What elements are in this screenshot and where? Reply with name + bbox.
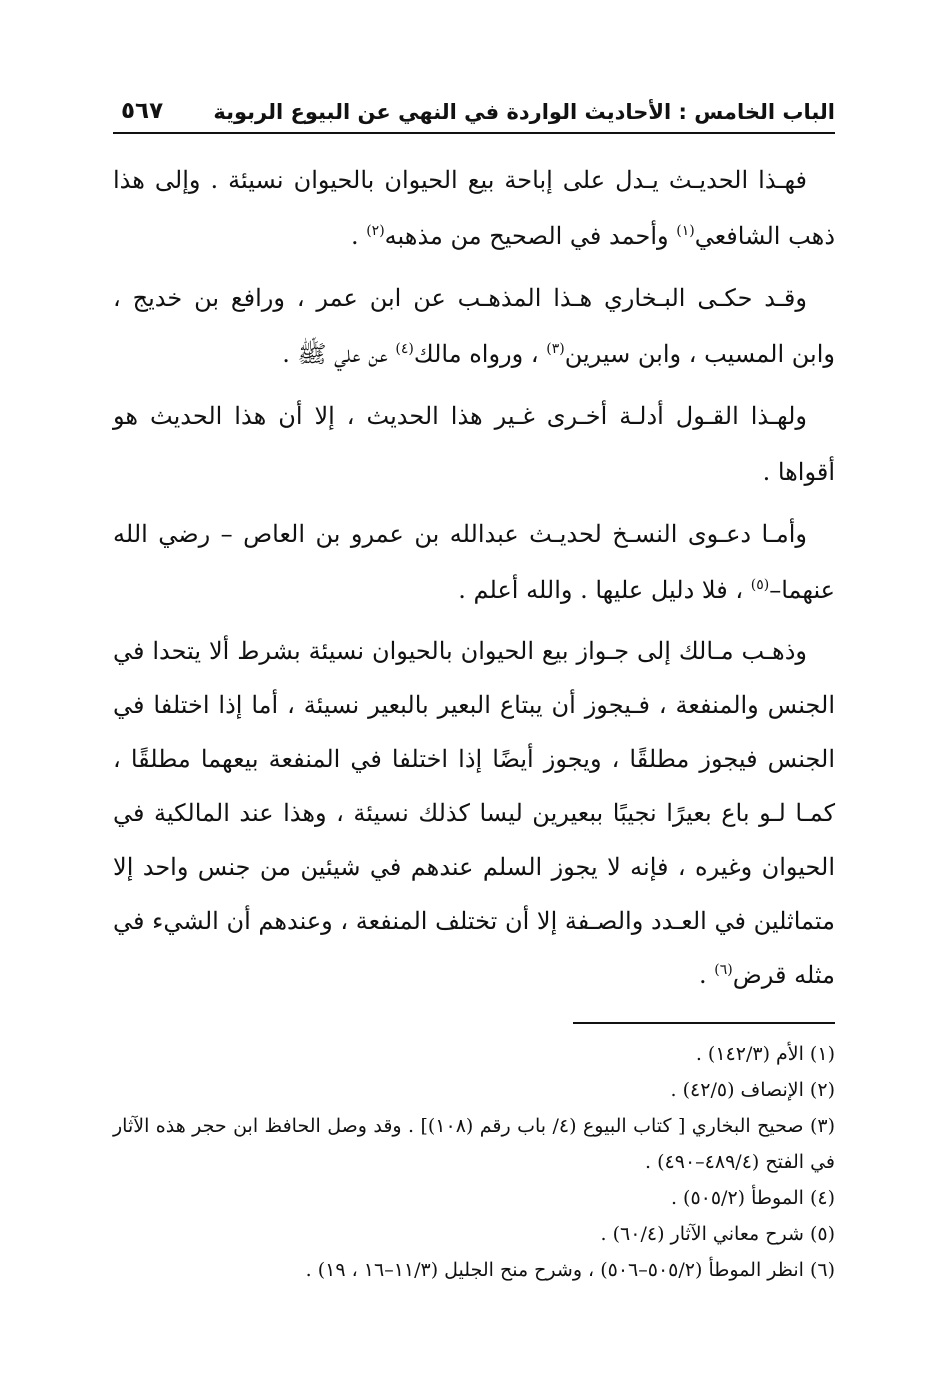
footnote-5: (٥) شرح معاني الآثار (٦٠/٤) .: [600, 1223, 835, 1245]
footnote-ref-3: (٣): [546, 341, 565, 357]
footnote-3: (٣) صحيح البخاري [ كتاب البيوع (٤/ باب رقم (١٠٨)] . وقد وصل الحافظ ابن حجر هذه الآثار في الفتح (٤٨٩/٤–٤٩٠) .: [113, 1115, 835, 1173]
paragraph-text: .: [350, 222, 367, 250]
main-text: [113, 152, 835, 1002]
footnotes: [113, 1036, 835, 1288]
footnote-1: (١) الأم (١٤٢/٣) .: [695, 1043, 835, 1065]
footnote-ref-6: (٦): [714, 962, 733, 978]
footnote-ref-2: (٢): [366, 223, 385, 239]
paragraph-text: .: [698, 961, 715, 989]
footnote-4: (٤) الموطأ (٥٠٥/٢) .: [670, 1187, 835, 1209]
footnote-ref-4: (٤): [395, 341, 414, 357]
paragraph-3: [113, 388, 835, 500]
paragraph-text: وأمـا دعـوى النسـخ لحديـث عبدالله بن عمرو بن العاص – رضي الله عنهما–: [113, 520, 835, 604]
footnote-2: (٢) الإنصاف (٤٢/٥) .: [670, 1079, 835, 1101]
footnote-ref-5: (٥): [750, 577, 770, 593]
paragraph-4: [113, 506, 835, 618]
paragraph-text: وأحمد في الصحيح من مذهبه: [384, 222, 677, 250]
chapter-title: الباب الخامس : الأحاديث الواردة في النهي عن البيوع الربوية: [213, 100, 835, 124]
running-header: [113, 92, 835, 134]
footnote-6: (٦) انظر الموطأ (٥٠٥/٢–٥٠٦) ، وشرح منح الجليل (١١/٣–١٦ ، ١٩) .: [305, 1259, 835, 1281]
paragraph-2: [113, 270, 835, 382]
paragraph-5: [113, 624, 835, 1002]
paragraph-text: ، فلا دليل عليها . والله أعلم .: [458, 576, 751, 604]
page-number: ٥٦٧: [121, 98, 164, 124]
paragraph-text: ، ورواه مالك: [413, 340, 547, 368]
paragraph-text: وقـد حكـى البـخاري هـذا المذهـب عن ابن عمر ، ورافع بن خديج ، وابن المسيب ، وابن سيرين: [113, 284, 835, 368]
footnote-ref-1: (١): [676, 223, 695, 239]
paragraph-text: وذهـب مـالك إلى جـواز بيع الحيوان بالحيوان نسيئة بشرط ألا يتحدا في الجنس والمنفعة ، فـيجوز أن يبتاع البعير بالبعير نسيئة ، أما إذا اختلفا في الجنس فيجوز مطلقًا ، ويجوز أيضًا إذا اختلفا في المنفعة بيعهما مطلقًا ، كمـا لـو باع بعيرًا نجيبًا ببعيرين ليسا كذلك نسيئة ، وهذا عند المالكية في الحيوان وغيره ، فإنه لا يجوز السلم عندهم في شيئين من جنس واحد إلا متماثلين في العـدد والصـفة إلا أن تختلف المنفعة ، وعندهم أن الشيء في مثله قرض: [113, 637, 835, 989]
book-page: [113, 92, 835, 1302]
footnote-separator: [573, 1022, 835, 1024]
paragraph-text: فهـذا الحديـث يـدل على إباحة بيع الحيوان بالحيوان نسيئة . وإلى هذا ذهب الشافعي: [113, 166, 835, 250]
paragraph-text: ولهـذا القـول أدلـة أخـرى غـير هذا الحديث ، إلا أن هذا الحديث هو أقواها .: [113, 402, 835, 486]
paragraph-text: عن علي ﷺ .: [282, 340, 396, 368]
paragraph-1: [113, 152, 835, 264]
